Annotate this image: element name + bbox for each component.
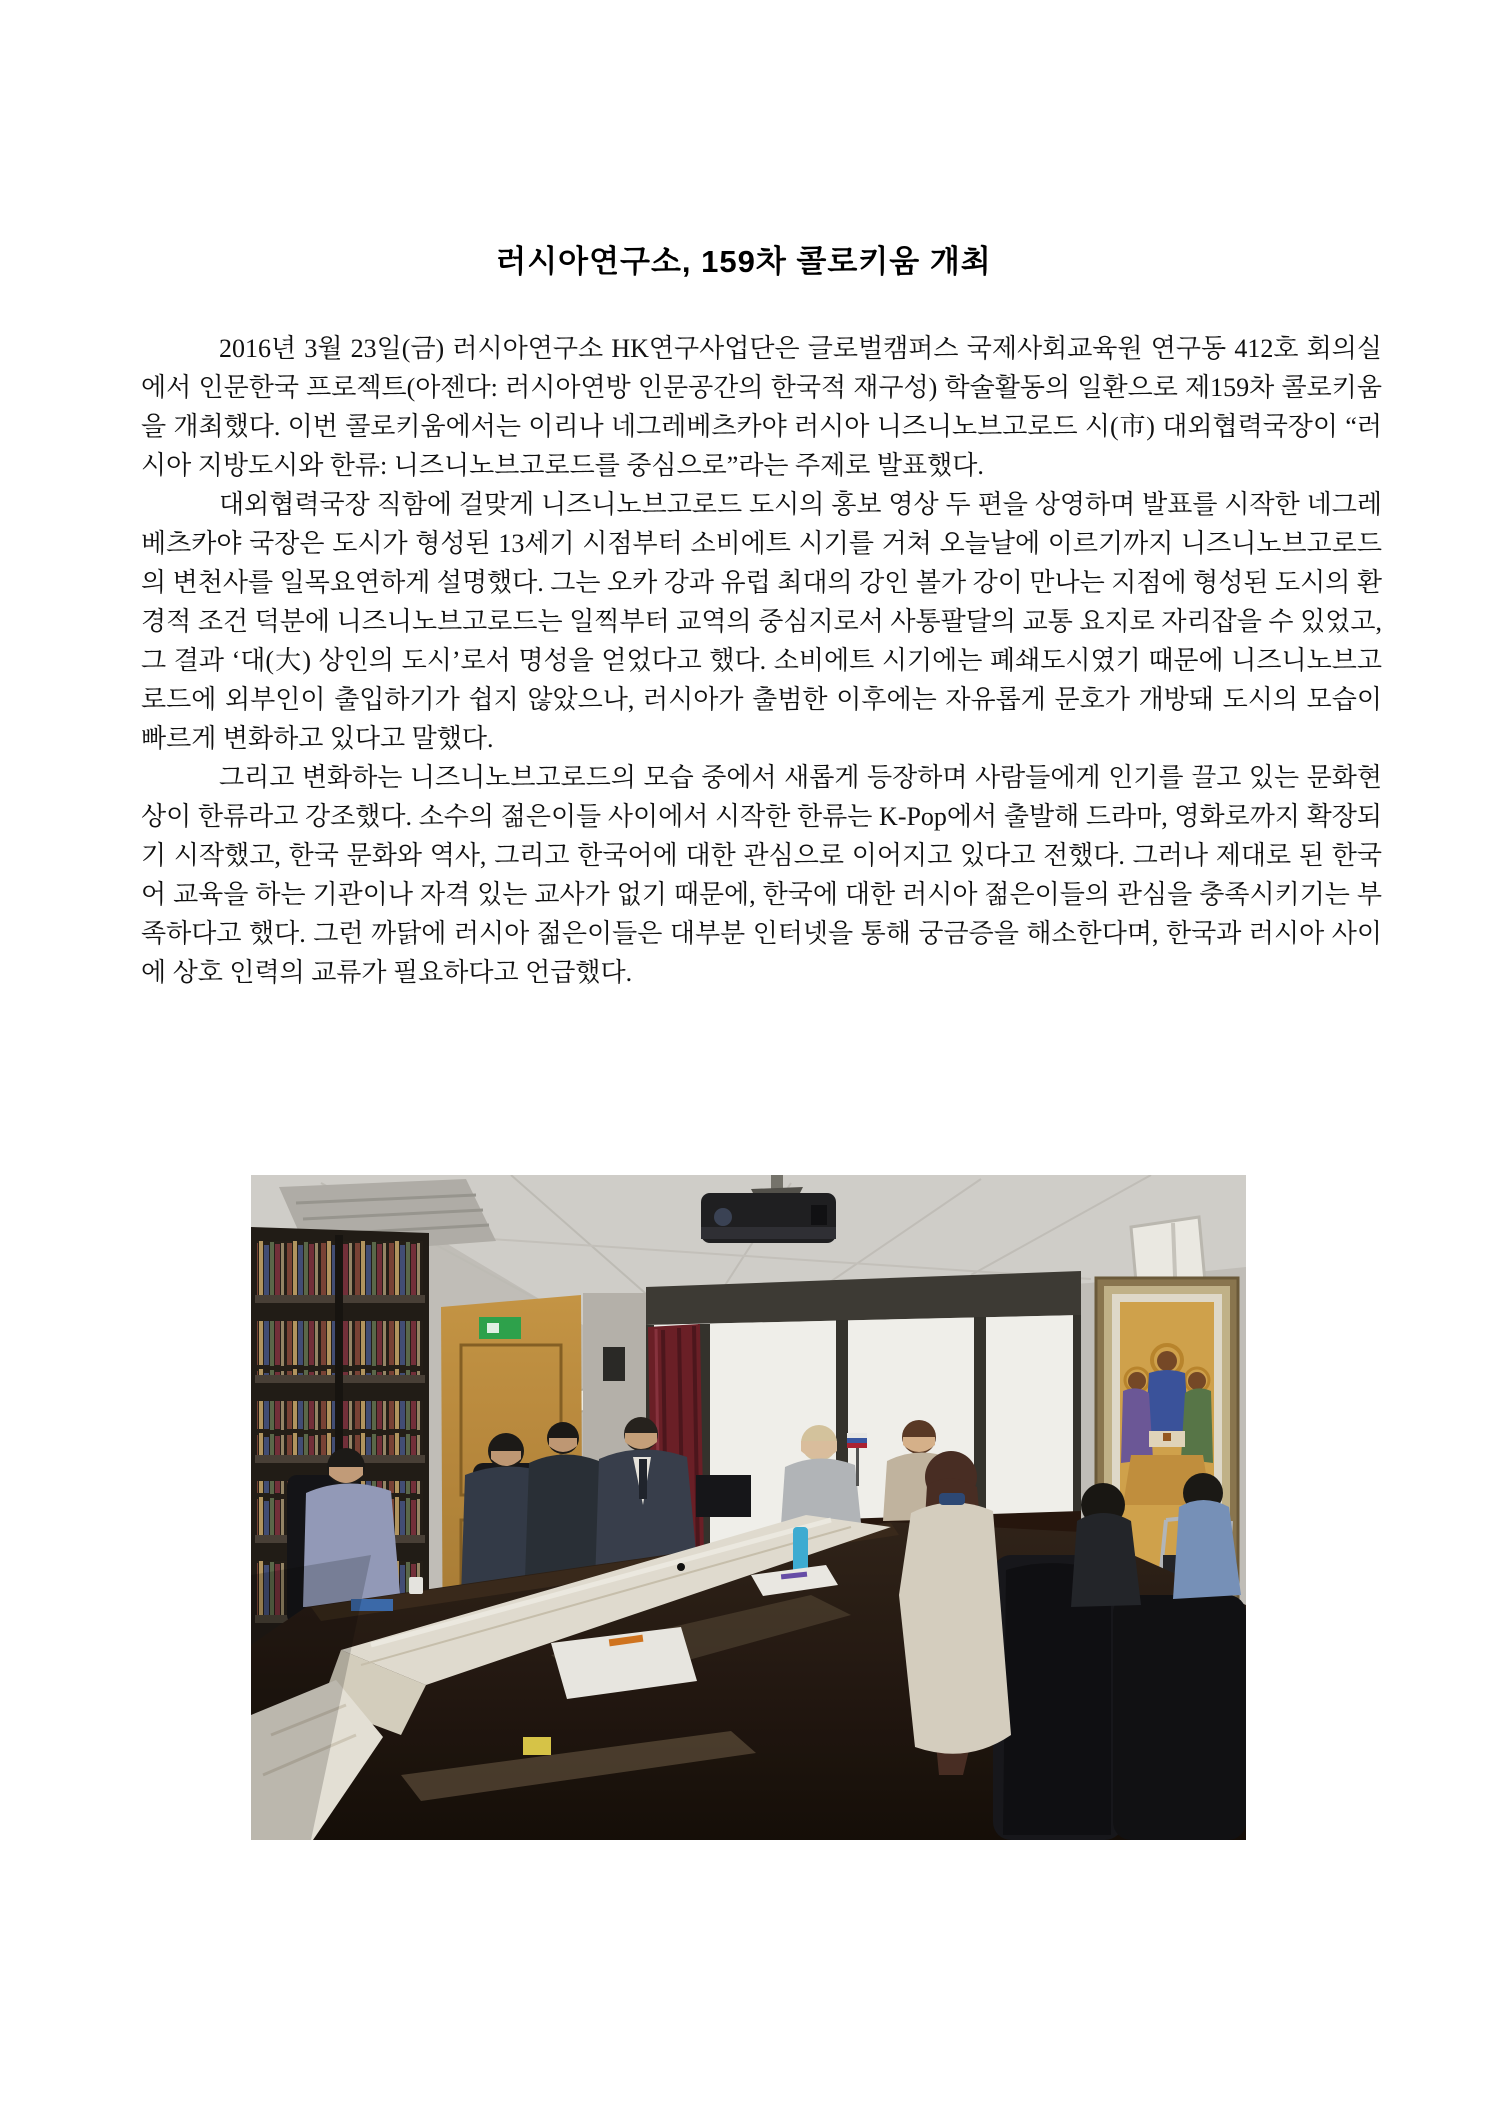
article-body [141,329,1382,992]
page-title: 러시아연구소, 159차 콜로키움 개최 [496,244,992,279]
meeting-photo [251,1175,1246,1840]
paragraph-2: 대외협력국장 직함에 걸맞게 니즈니노브고로드 도시의 홍보 영상 두 편을 상영하며 발표를 시작한 네그레베츠카야 국장은 도시가 형성된 13세기 시점부터 소비에트 시기를 거쳐 오늘날에 이르기까지 니즈니노브고로드의 변천사를 일목요연하게 설명했다. 그는 오카 강과 유럽 최대의 강인 볼가 강이 만나는 지점에 형성된 도시의 환경적 조건 덕분에 니즈니노브고로드는 일찍부터 교역의 중심지로서 사통팔달의 교통 요지로 자리잡을 수 있었고, 그 결과 ‘대(大) 상인의 도시’로서 명성을 얻었다고 했다. 소비에트 시기에는 폐쇄도시였기 때문에 니즈니노브고로드에 외부인이 출입하기가 쉽지 않았으나, 러시아가 출범한 이후에는 자유롭게 문호가 개방돼 도시의 모습이 빠르게 변화하고 있다고 말했다. [141,490,1382,753]
meeting-room-illustration [251,1175,1246,1840]
paragraph-3: 그리고 변화하는 니즈니노브고로드의 모습 중에서 새롭게 등장하며 사람들에게 인기를 끌고 있는 문화현상이 한류라고 강조했다. 소수의 젊은이들 사이에서 시작한 한류는 K-Pop에서 출발해 드라마, 영화로까지 확장되기 시작했고, 한국 문화와 역사, 그리고 한국어에 대한 관심으로 이어지고 있다고 전했다. 그러나 제대로 된 한국어 교육을 하는 기관이나 자격 있는 교사가 없기 때문에, 한국에 대한 러시아 젊은이들의 관심을 충족시키기는 부족하다고 했다. 그런 까닭에 러시아 젊은이들은 대부분 인터넷을 통해 궁금증을 해소한다며, 한국과 러시아 사이에 상호 인력의 교류가 필요하다고 언급했다. [141,763,1382,987]
photo-tone [251,1175,1246,1840]
paragraph-1: 2016년 3월 23일(금) 러시아연구소 HK연구사업단은 글로벌캠퍼스 국제사회교육원 연구동 412호 회의실에서 인문한국 프로젝트(아젠다: 러시아연방 인문공간의 한국적 재구성) 학술활동의 일환으로 제159차 콜로키움을 개최했다. 이번 콜로키움에서는 이리나 네그레베츠카야 러시아 니즈니노브고로드 시(市) 대외협력국장이 “러시아 지방도시와 한류: 니즈니노브고로드를 중심으로”라는 주제로 발표했다. [141,334,1382,480]
